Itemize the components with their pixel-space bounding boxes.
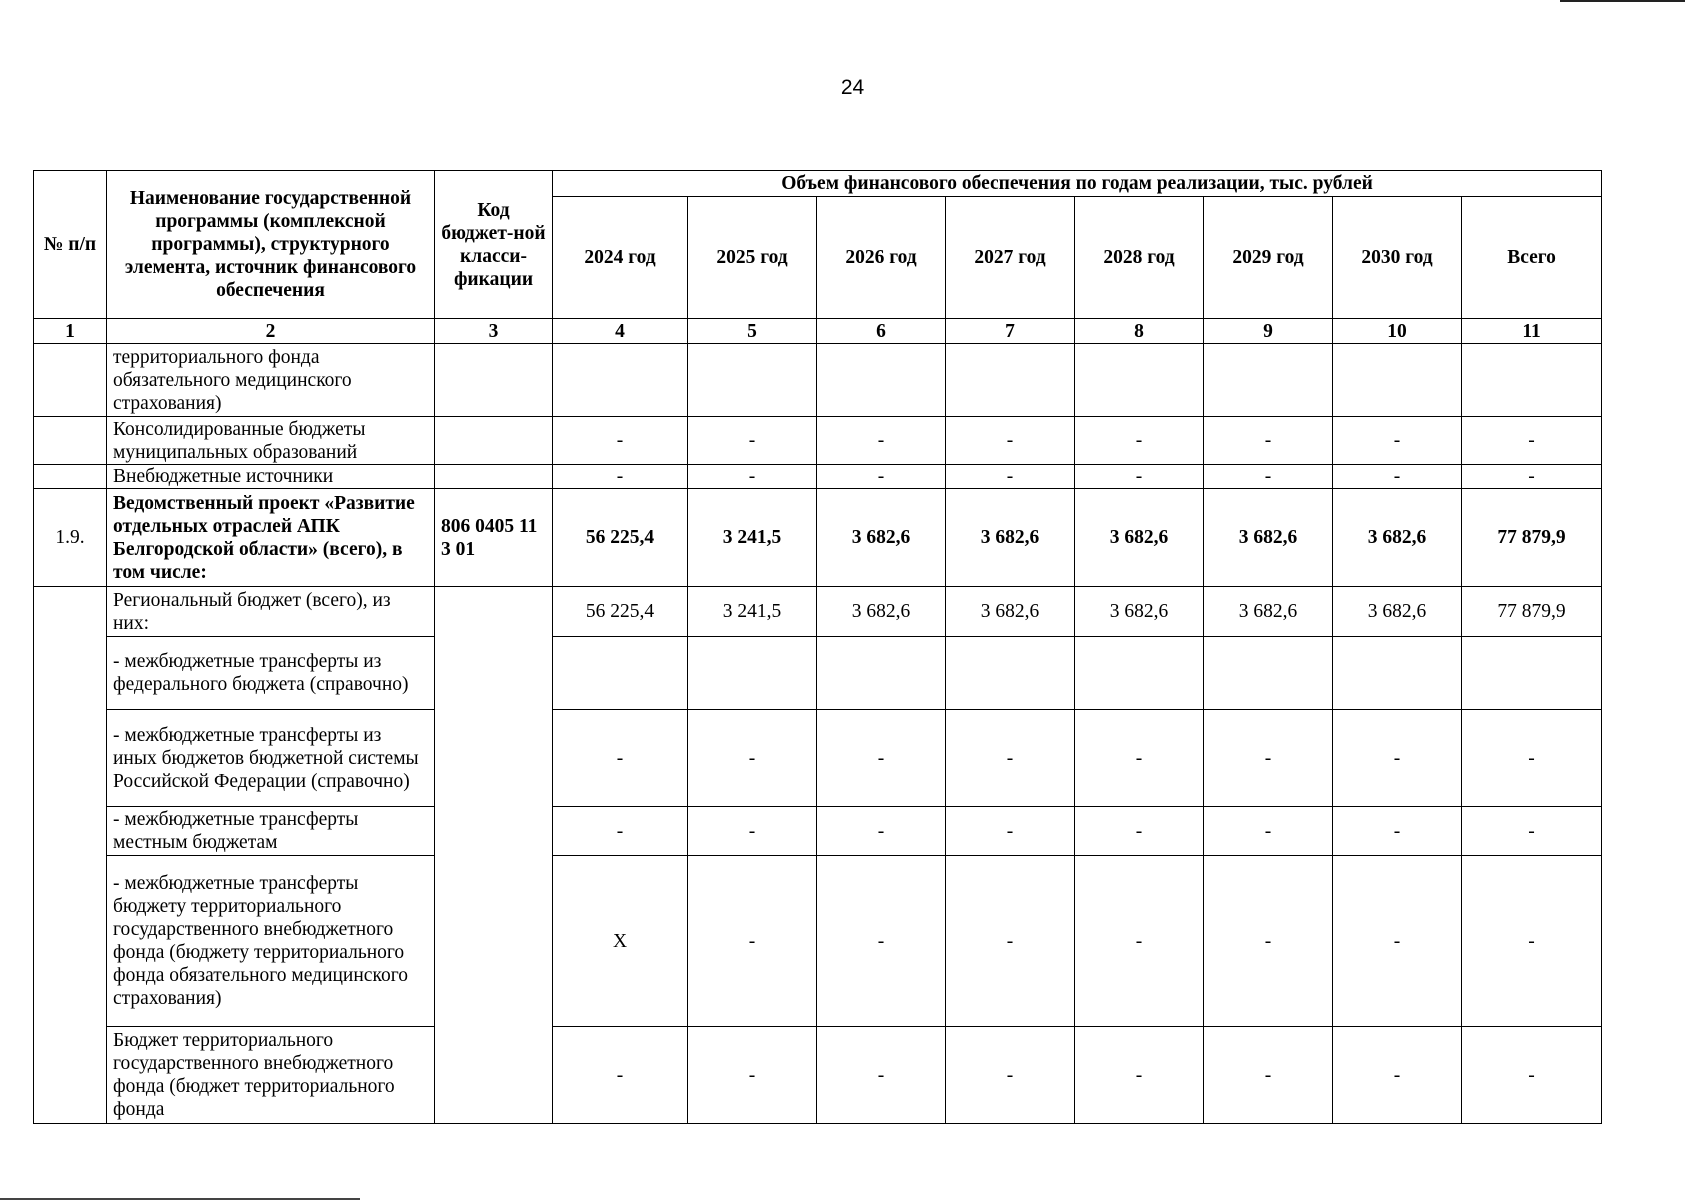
row-value [688, 637, 817, 710]
table-row [34, 417, 1602, 465]
column-number: 5 [688, 319, 817, 344]
row-value: - [1333, 710, 1462, 807]
row-value: - [817, 465, 946, 489]
row-value: - [1204, 465, 1333, 489]
row-value [1333, 344, 1462, 417]
row-value: - [688, 1027, 817, 1124]
row-number [34, 587, 107, 1124]
row-value: 77 879,9 [1462, 587, 1602, 637]
row-value: 3 241,5 [688, 587, 817, 637]
row-value: - [553, 1027, 688, 1124]
row-code: 806 0405 11 3 01 [435, 489, 553, 587]
row-value: - [1204, 417, 1333, 465]
row-value [553, 344, 688, 417]
row-name: Ведомственный проект «Развитие отдельных отраслей АПК Белгородской области» (всего), в том числе: [107, 489, 435, 587]
row-value: - [817, 1027, 946, 1124]
row-value: - [553, 807, 688, 856]
row-name: - межбюджетные трансферты бюджету территориального государственного внебюджетного фонда (бюджету территориального фонда обязательного медицинского страхования) [107, 856, 435, 1027]
row-value [1462, 344, 1602, 417]
row-value: - [688, 710, 817, 807]
row-value: - [1075, 856, 1204, 1027]
row-value: - [946, 807, 1075, 856]
table-row [34, 587, 1602, 637]
row-value [1462, 637, 1602, 710]
row-value: - [817, 856, 946, 1027]
row-value [946, 344, 1075, 417]
row-value: 3 682,6 [817, 587, 946, 637]
row-value: - [946, 1027, 1075, 1124]
header-code: Код бюджет-ной класси-фикации [435, 171, 553, 319]
row-value: - [946, 710, 1075, 807]
row-value: - [1333, 856, 1462, 1027]
row-value [688, 344, 817, 417]
table-row [34, 637, 1602, 710]
row-value: - [1333, 417, 1462, 465]
row-value: - [1075, 1027, 1204, 1124]
row-value: - [1462, 710, 1602, 807]
row-value: - [1204, 1027, 1333, 1124]
row-value: 3 682,6 [1075, 587, 1204, 637]
column-number: 8 [1075, 319, 1204, 344]
scan-edge-mark [1560, 0, 1685, 2]
row-value: 3 682,6 [1204, 489, 1333, 587]
row-value: 77 879,9 [1462, 489, 1602, 587]
row-value [1204, 344, 1333, 417]
column-number: 11 [1462, 319, 1602, 344]
table-row [34, 344, 1602, 417]
row-value: 56 225,4 [553, 489, 688, 587]
row-name: Внебюджетные источники [107, 465, 435, 489]
header-total: Всего [1462, 197, 1602, 319]
header-year: 2027 год [946, 197, 1075, 319]
table-row [34, 807, 1602, 856]
table-row [34, 856, 1602, 1027]
row-value: - [1462, 417, 1602, 465]
row-code [435, 344, 553, 417]
row-code [435, 417, 553, 465]
column-number: 9 [1204, 319, 1333, 344]
header-year: 2029 год [1204, 197, 1333, 319]
row-value: 3 682,6 [1333, 489, 1462, 587]
row-name: - межбюджетные трансферты местным бюджетам [107, 807, 435, 856]
row-value: 3 682,6 [817, 489, 946, 587]
column-number: 6 [817, 319, 946, 344]
row-value: - [817, 417, 946, 465]
row-value: - [688, 856, 817, 1027]
row-value: 3 682,6 [1204, 587, 1333, 637]
row-code [435, 465, 553, 489]
row-value [817, 637, 946, 710]
row-value: - [688, 465, 817, 489]
header-row-1 [34, 171, 1602, 197]
header-year: 2024 год [553, 197, 688, 319]
row-value [553, 637, 688, 710]
header-year: 2030 год [1333, 197, 1462, 319]
header-volume: Объем финансового обеспечения по годам реализации, тыс. рублей [553, 171, 1602, 197]
row-value: - [1462, 856, 1602, 1027]
row-value: - [1075, 465, 1204, 489]
row-number [34, 417, 107, 465]
row-value: - [1462, 465, 1602, 489]
row-value: X [553, 856, 688, 1027]
table-row [34, 489, 1602, 587]
row-value: - [553, 417, 688, 465]
row-value [1075, 637, 1204, 710]
row-value: - [1204, 856, 1333, 1027]
column-number: 1 [34, 319, 107, 344]
row-number [34, 344, 107, 417]
row-value: 3 682,6 [1333, 587, 1462, 637]
row-value: - [1333, 807, 1462, 856]
row-value [946, 637, 1075, 710]
row-value: - [688, 807, 817, 856]
table-row [34, 710, 1602, 807]
row-value: 56 225,4 [553, 587, 688, 637]
row-name: Региональный бюджет (всего), из них: [107, 587, 435, 637]
row-value: - [1075, 710, 1204, 807]
row-value [1075, 344, 1204, 417]
row-value [817, 344, 946, 417]
column-numbers-row [34, 319, 1602, 344]
row-number [34, 465, 107, 489]
row-name: Консолидированные бюджеты муниципальных образований [107, 417, 435, 465]
row-value: - [1075, 417, 1204, 465]
row-value [1333, 637, 1462, 710]
row-value: - [1462, 1027, 1602, 1124]
row-value: - [1333, 465, 1462, 489]
row-name: - межбюджетные трансферты из иных бюджетов бюджетной системы Российской Федерации (справочно) [107, 710, 435, 807]
table-row [34, 465, 1602, 489]
row-value: - [688, 417, 817, 465]
page-number: 24 [840, 76, 865, 99]
row-value: - [1204, 807, 1333, 856]
header-year: 2026 год [817, 197, 946, 319]
financing-table [33, 170, 1602, 1124]
row-value: - [1075, 807, 1204, 856]
row-value: - [1204, 710, 1333, 807]
row-value: - [1333, 1027, 1462, 1124]
header-year: 2028 год [1075, 197, 1204, 319]
row-value: 3 241,5 [688, 489, 817, 587]
row-value: 3 682,6 [946, 587, 1075, 637]
row-value: 3 682,6 [1075, 489, 1204, 587]
row-name: Бюджет территориального государственного внебюджетного фонда (бюджет территориального фонда [107, 1027, 435, 1124]
row-number: 1.9. [34, 489, 107, 587]
column-number: 2 [107, 319, 435, 344]
row-name: - межбюджетные трансферты из федерального бюджета (справочно) [107, 637, 435, 710]
column-number: 4 [553, 319, 688, 344]
row-value: - [946, 417, 1075, 465]
row-value: - [817, 710, 946, 807]
column-number: 7 [946, 319, 1075, 344]
row-value: - [553, 710, 688, 807]
header-year: 2025 год [688, 197, 817, 319]
row-value: - [1462, 807, 1602, 856]
row-value: - [817, 807, 946, 856]
row-value: - [946, 856, 1075, 1027]
row-code [435, 587, 553, 1124]
row-name: территориального фонда обязательного медицинского страхования) [107, 344, 435, 417]
column-number: 3 [435, 319, 553, 344]
row-value: - [946, 465, 1075, 489]
header-name: Наименование государственной программы (комплексной программы), структурного элемента, источник финансового обеспечения [107, 171, 435, 319]
row-value [1204, 637, 1333, 710]
header-no: № п/п [34, 171, 107, 319]
table-row [34, 1027, 1602, 1124]
column-number: 10 [1333, 319, 1462, 344]
row-value: - [553, 465, 688, 489]
row-value: 3 682,6 [946, 489, 1075, 587]
